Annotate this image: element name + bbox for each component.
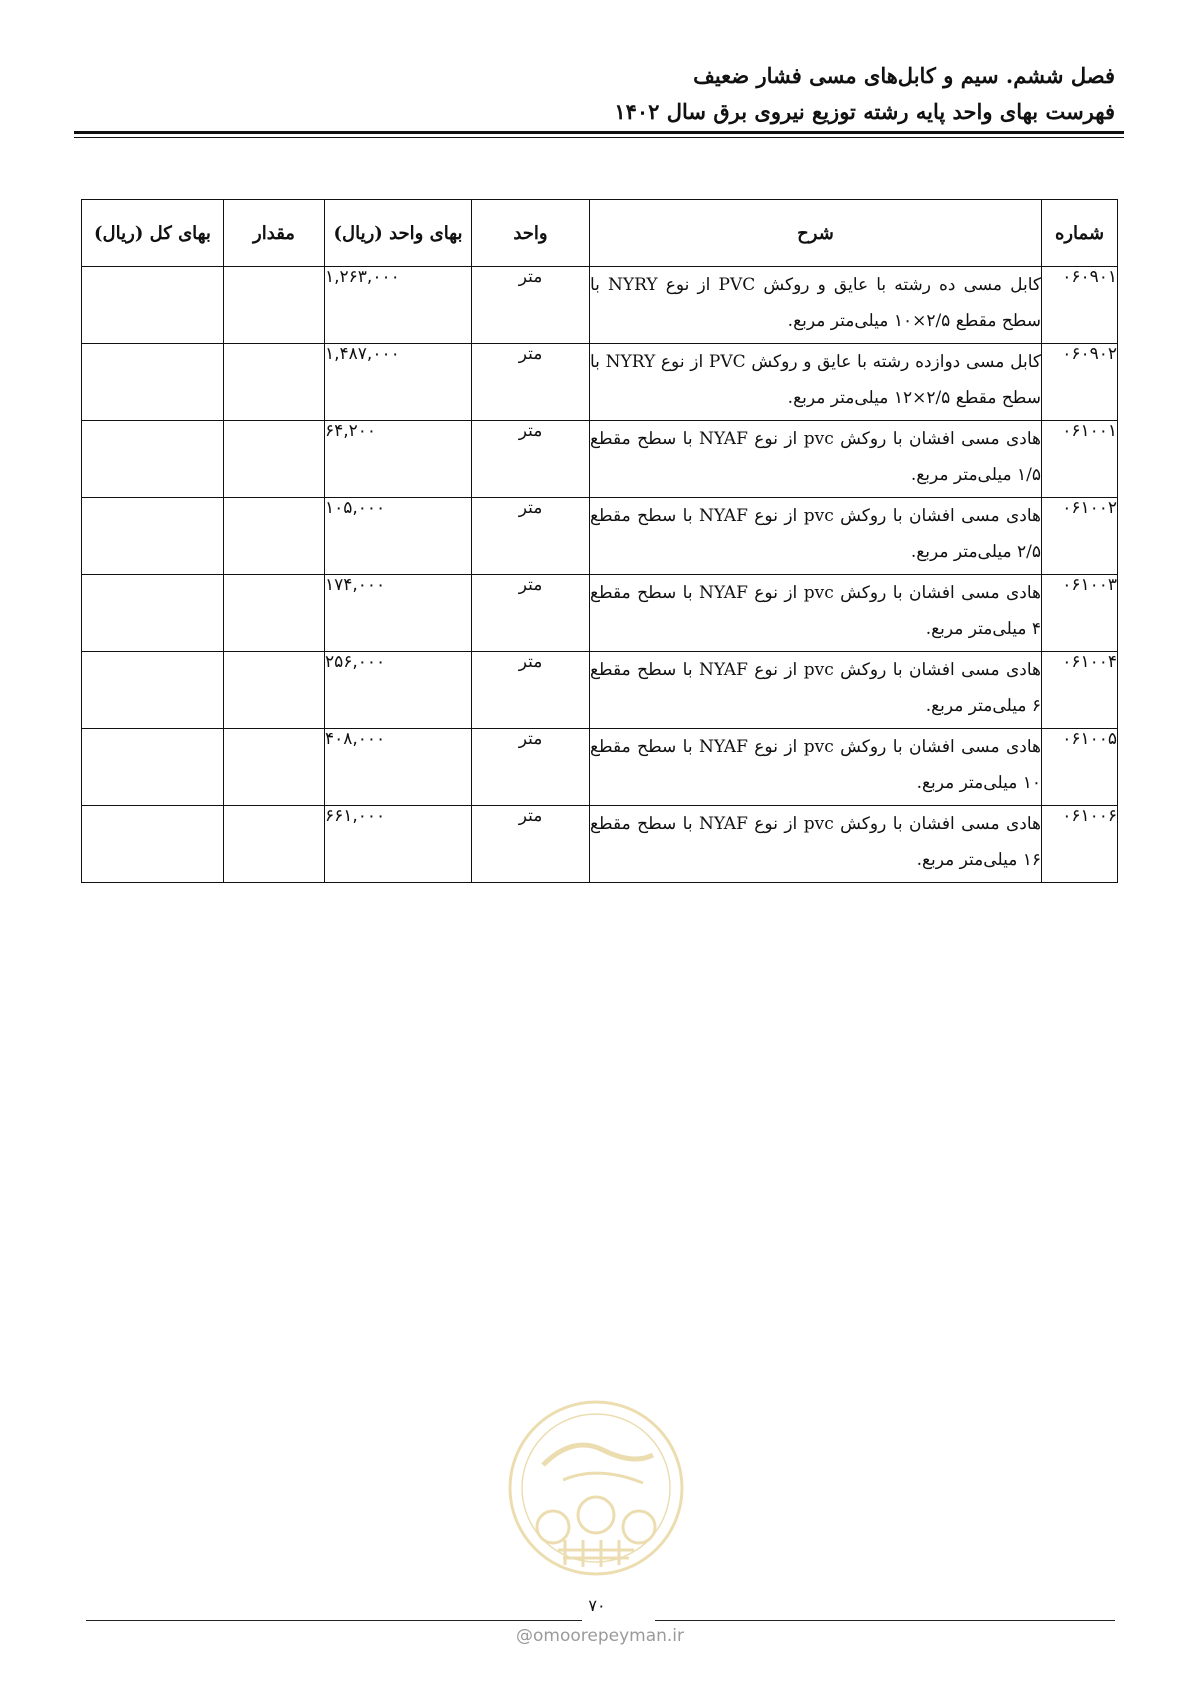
item-quantity: [224, 344, 325, 421]
footer-divider-right: [655, 1620, 1115, 1621]
item-unit: متر: [472, 806, 590, 883]
item-code: ۰۶۱۰۰۲: [1042, 498, 1118, 575]
item-quantity: [224, 652, 325, 729]
item-quantity: [224, 498, 325, 575]
table-row: [82, 344, 1118, 421]
item-description: هادی مسی افشان با روکش pvc از نوع NYAF با سطح مقطع ۱۶ میلی‌متر مربع.: [590, 806, 1042, 883]
table-row: [82, 267, 1118, 344]
column-header-total-price: بهای کل (ریال): [82, 200, 224, 267]
chapter-title: فصل ششم. سیم و کابل‌های مسی فشار ضعیف: [693, 63, 1115, 88]
item-unit-price: ۱,۲۶۳,۰۰۰: [325, 267, 472, 344]
item-description: هادی مسی افشان با روکش pvc از نوع NYAF با سطح مقطع ۶ میلی‌متر مربع.: [590, 652, 1042, 729]
item-total-price: [82, 267, 224, 344]
column-header-description: شرح: [590, 200, 1042, 267]
item-total-price: [82, 344, 224, 421]
item-total-price: [82, 575, 224, 652]
item-total-price: [82, 421, 224, 498]
item-quantity: [224, 806, 325, 883]
item-unit-price: ۶۴,۲۰۰: [325, 421, 472, 498]
price-table: [81, 199, 1118, 883]
item-unit: متر: [472, 344, 590, 421]
item-quantity: [224, 729, 325, 806]
item-unit-price: ۱,۴۸۷,۰۰۰: [325, 344, 472, 421]
item-description: کابل مسی دوازده رشته با عایق و روکش PVC از نوع NYRY با سطح مقطع ۲/۵×۱۲ میلی‌متر مربع.: [590, 344, 1042, 421]
item-unit: متر: [472, 498, 590, 575]
table-row: [82, 575, 1118, 652]
table-header-row: [82, 200, 1118, 267]
item-description: هادی مسی افشان با روکش pvc از نوع NYAF با سطح مقطع ۱۰ میلی‌متر مربع.: [590, 729, 1042, 806]
item-total-price: [82, 729, 224, 806]
item-unit-price: ۱۰۵,۰۰۰: [325, 498, 472, 575]
item-code: ۰۶۱۰۰۱: [1042, 421, 1118, 498]
item-unit-price: ۴۰۸,۰۰۰: [325, 729, 472, 806]
table-row: [82, 729, 1118, 806]
item-description: هادی مسی افشان با روکش pvc از نوع NYAF با سطح مقطع ۲/۵ میلی‌متر مربع.: [590, 498, 1042, 575]
item-quantity: [224, 267, 325, 344]
footer-website: @omoorepeyman.ir: [515, 1626, 685, 1646]
column-header-unit-price: بهای واحد (ریال): [325, 200, 472, 267]
item-unit-price: ۶۶۱,۰۰۰: [325, 806, 472, 883]
table-row: [82, 806, 1118, 883]
document-title: فهرست بهای واحد پایه رشته توزیع نیروی برق سال ۱۴۰۲: [614, 99, 1115, 124]
item-unit: متر: [472, 267, 590, 344]
column-header-code: شماره: [1042, 200, 1118, 267]
item-quantity: [224, 421, 325, 498]
table-row: [82, 498, 1118, 575]
column-header-quantity: مقدار: [224, 200, 325, 267]
item-unit-price: ۲۵۶,۰۰۰: [325, 652, 472, 729]
watermark-logo-icon: [503, 1395, 689, 1581]
table-row: [82, 421, 1118, 498]
item-description: هادی مسی افشان با روکش pvc از نوع NYAF با سطح مقطع ۴ میلی‌متر مربع.: [590, 575, 1042, 652]
item-total-price: [82, 806, 224, 883]
item-unit: متر: [472, 421, 590, 498]
item-description: هادی مسی افشان با روکش pvc از نوع NYAF با سطح مقطع ۱/۵ میلی‌متر مربع.: [590, 421, 1042, 498]
item-unit: متر: [472, 652, 590, 729]
page-number: ۷۰: [588, 1596, 606, 1615]
item-description: کابل مسی ده رشته با عایق و روکش PVC از نوع NYRY با سطح مقطع ۲/۵×۱۰ میلی‌متر مربع.: [590, 267, 1042, 344]
header-divider: [74, 131, 1124, 138]
item-code: ۰۶۱۰۰۳: [1042, 575, 1118, 652]
item-unit: متر: [472, 729, 590, 806]
item-code: ۰۶۰۹۰۱: [1042, 267, 1118, 344]
item-code: ۰۶۰۹۰۲: [1042, 344, 1118, 421]
item-total-price: [82, 652, 224, 729]
item-quantity: [224, 575, 325, 652]
item-unit: متر: [472, 575, 590, 652]
item-code: ۰۶۱۰۰۵: [1042, 729, 1118, 806]
footer-divider-left: [86, 1620, 582, 1621]
column-header-unit: واحد: [472, 200, 590, 267]
item-code: ۰۶۱۰۰۶: [1042, 806, 1118, 883]
item-unit-price: ۱۷۴,۰۰۰: [325, 575, 472, 652]
page-header: [75, 58, 1115, 130]
item-total-price: [82, 498, 224, 575]
table-row: [82, 652, 1118, 729]
item-code: ۰۶۱۰۰۴: [1042, 652, 1118, 729]
